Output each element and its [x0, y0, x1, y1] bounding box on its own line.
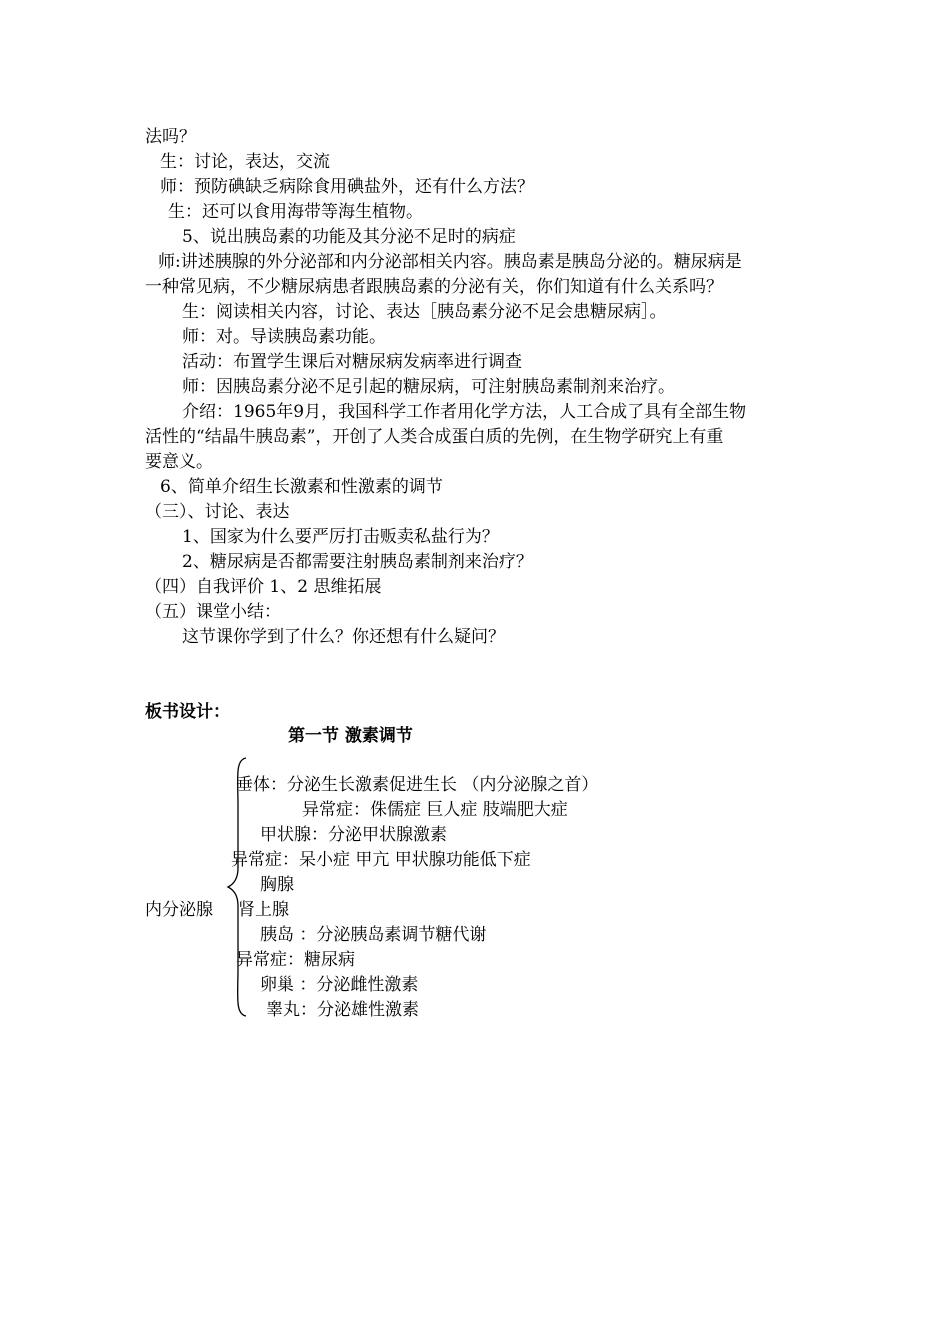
text-line: 介绍：1965年9月，我国科学工作者用化学方法，人工合成了具有全部生物 — [182, 402, 747, 422]
text-line: 师：因胰岛素分泌不足引起的糖尿病，可注射胰岛素制剂来治疗。 — [182, 377, 675, 397]
text-line: 6、简单介绍生长激素和性激素的调节 — [160, 477, 443, 497]
text-line: 法吗？ — [145, 127, 196, 147]
text-line: （四）自我评价 1、2 思维拓展 — [145, 577, 382, 597]
board-item: 卵巢 ：分泌雌性激素 — [260, 975, 419, 995]
text-line: 生：阅读相关内容，讨论、表达［胰岛素分泌不足会患糖尿病］。 — [182, 302, 667, 322]
text-line: 师：预防碘缺乏病除食用碘盐外，还有什么方法？ — [160, 177, 534, 197]
text-line: 2、糖尿病是否都需要注射胰岛素制剂来治疗？ — [182, 552, 533, 572]
board-title: 第一节 激素调节 — [288, 726, 413, 746]
board-item: 胸腺 — [260, 875, 294, 895]
text-line: （三）、讨论、表达 — [145, 502, 290, 522]
text-line: （五）课堂小结： — [145, 602, 281, 622]
board-item: 异常症：糖尿病 — [236, 950, 355, 970]
text-line: 5、说出胰岛素的功能及其分泌不足时的病症 — [182, 227, 516, 247]
board-item: 异常症：侏儒症 巨人症 肢端肥大症 — [302, 800, 568, 820]
text-line: 一种常见病，不少糖尿病患者跟胰岛素的分泌有关，你们知道有什么关系吗？ — [145, 277, 723, 297]
text-line: 活动：布置学生课后对糖尿病发病率进行调查 — [182, 352, 522, 372]
text-line: 师:讲述胰腺的外分泌部和内分泌部相关内容。胰岛素是胰岛分泌的。糖尿病是 — [158, 252, 742, 272]
text-line: 要意义。 — [145, 452, 213, 472]
text-line: 生：讨论，表达，交流 — [160, 152, 330, 172]
board-heading: 板书设计： — [145, 702, 230, 722]
text-line: 1、国家为什么要严厉打击贩卖私盐行为？ — [182, 527, 499, 547]
text-line: 活性的“结晶牛胰岛素”，开创了人类合成蛋白质的先例，在生物学研究上有重 — [145, 427, 724, 447]
board-root-label: 内分泌腺 — [145, 900, 213, 920]
text-line: 生：还可以食用海带等海生植物。 — [168, 202, 423, 222]
board-item: 甲状腺：分泌甲状腺激素 — [260, 825, 447, 845]
board-item: 胰岛 ：分泌胰岛素调节糖代谢 — [260, 925, 487, 945]
board-item: 垂体：分泌生长激素促进生长 （内分泌腺之首） — [236, 775, 599, 795]
board-item: 肾上腺 — [238, 900, 289, 920]
text-line: 这节课你学到了什么？你还想有什么疑问？ — [182, 627, 505, 647]
text-line: 师：对。导读胰岛素功能。 — [182, 327, 386, 347]
board-item: 异常症：呆小症 甲亢 甲状腺功能低下症 — [231, 850, 531, 870]
board-item: 睾丸：分泌雄性激素 — [266, 1000, 419, 1020]
